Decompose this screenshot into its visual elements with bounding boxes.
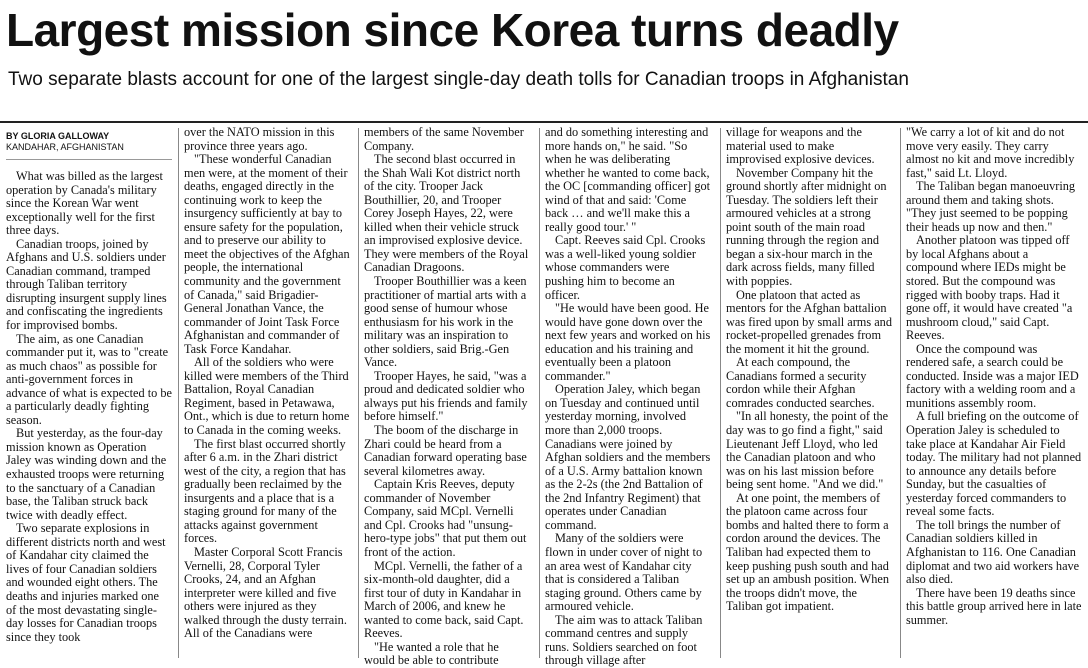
dateline: KANDAHAR, AFGHANISTAN (6, 142, 172, 160)
article-paragraph: "He would have been good. He would have gone down over the next few years and worked on his education and his training and eventually been a platoon commander." (545, 301, 711, 383)
article-paragraph: "These wonderful Canadian men were, at the moment of their deaths, engaged directly in the continuing work to keep the insurgency sufficiently at bay to ensure safety for the population, and to preserve our ability to meet the objectives of the Afghan people, the international community and the government of Canada," said Brigadier-General Jonathan Vance, the commander of Joint Task Force Afghanistan and commander of Task Force Kandahar. (184, 152, 350, 356)
article-paragraph: At each compound, the Canadians formed a security cordon while their Afghan comrades conducted searches. (726, 355, 875, 410)
article-paragraph: MCpl. Vernelli, the father of a six-month-old daughter, did a first tour of duty in Kandahar in March of 2006, and knew he wanted to come back, said Capt. Reeves. (364, 558, 524, 641)
article-column-1 (6, 126, 172, 658)
article-paragraph: Operation Jaley, which began on Tuesday and continued until yesterday morning, involved more than 2,000 troops. Canadians were joined by Afghan soldiers and the members of a U.S. Army battalion known as the 2-2s (the 2nd Battalion of the 2nd Infantry Regiment) that operates under Canadian command. (545, 382, 711, 532)
article-paragraph: Another platoon was tipped off by local Afghans about a compound where IEDs might be stored. But the compound was rigged with booby traps. Had it gone off, it would have created "a mushroom cloud," said Capt. Reeves. (906, 233, 1073, 343)
article-paragraph: A full briefing on the outcome of Operation Jaley is scheduled to take place at Kandahar Air Field today. The military had not planned to announce any details before Sunday, but the casualties of yesterday forced commanders to reveal some facts. (906, 409, 1082, 519)
article-column-3 (364, 125, 530, 668)
article-paragraph: The aim was to attack Taliban command centres and supply runs. Soldiers searched on foot through village after (545, 612, 703, 668)
article-paragraph: village for weapons and the material used to make improvised explosive devices. (726, 125, 875, 167)
article-paragraph: "He wanted a role that he would be able to contribute (364, 639, 499, 668)
article-paragraph: Many of the soldiers were flown in under cover of night to an area west of Kandahar city that is considered a Taliban staging ground. Others came by armoured vehicle. (545, 531, 703, 614)
article-paragraph: The toll brings the number of Canadian soldiers killed in Afghanistan to 116. One Canadian diplomat and two aid workers have also died. (906, 517, 1080, 587)
article-paragraph: Master Corporal Scott Francis Vernelli, 28, Corporal Tyler Crooks, 24, and an Afghan interpreter were killed and five others were injured as they walked through the dusty terrain. All of the Canadians were (184, 544, 347, 641)
article-paragraph: At one point, the members of the platoon came across four bombs and halted there to form a cordon around the devices. The Taliban had expected them to keep pushing push south and had set up an ambush position. When the troops didn't move, the Taliban got impatient. (726, 490, 890, 614)
article-paragraph: November Company hit the ground shortly after midnight on Tuesday. The soldiers left their armoured vehicles at a strong point south of the main road running through the region and began a six-hour march in the dark across fields, many filled with poppies. (726, 165, 887, 289)
column-divider (720, 128, 721, 658)
article-column-2 (184, 126, 350, 658)
article-paragraph: One platoon that acted as mentors for the Afghan battalion was fired upon by small arms and rocket-propelled grenades from the moment it hit the ground. (726, 287, 892, 356)
article-body (0, 125, 1088, 668)
article-paragraph: Captain Kris Reeves, deputy commander of November Company, said MCpl. Vernelli and Cpl. Crooks had "unsung-hero-type jobs" that put them out front of the action. (364, 477, 527, 559)
column-divider (539, 128, 540, 658)
article-column-6 (906, 126, 1082, 658)
article-paragraph: Trooper Hayes, he said, "was a proud and dedicated soldier who always put his friends and family before himself." (364, 368, 528, 424)
deck-subheadline: Two separate blasts account for one of the largest single-day death tolls for Canadian troops in Afghanistan (8, 69, 909, 90)
article-paragraph: Once the compound was rendered safe, a search could be conducted. Inside was a major IED factory with a welding room and a munitions assembly room. (906, 341, 1079, 410)
article-paragraph: Trooper Bouthillier was a keen practitioner of martial arts with a good sense of humour whose enthusiasm for his work in the military was an inspiration to other soldiers, said Brig.-Gen Vance. (364, 274, 527, 370)
article-paragraph: "In all honesty, the point of the day was to go find a fight," said Lieutenant Jeff Lloyd, who led the Canadian platoon and who was on his last mission before being sent home. "And we did." (726, 409, 889, 492)
article-paragraph: Capt. Reeves said Cpl. Crooks was a well-liked young soldier whose commanders were pushing him to become an officer. (545, 233, 706, 302)
article-paragraph: There have been 19 deaths since this battle group arrived here in late summer. (906, 585, 1082, 627)
article-paragraph: The second blast occurred in the Shah Wali Kot district north of the city. Trooper Jack Bouthillier, 20, and Trooper Corey Joseph Hayes, 22, were killed when their vehicle struck an improvised explosive device. They were members of the Royal Canadian Dragoons. (364, 152, 529, 275)
byline: BY GLORIA GALLOWAY (6, 131, 110, 141)
article-paragraph: What was billed as the largest operation by Canada's military since the Korean War went exceptionally well for the first three days. (6, 169, 163, 238)
article-paragraph: Canadian troops, joined by Afghans and U.S. soldiers under Canadian command, tramped through Taliban territory disrupting insurgent supply lines and confiscating the ingredients for improvised bombs. (6, 236, 167, 333)
article-column-5 (726, 126, 892, 658)
column-divider (900, 128, 901, 658)
article-paragraph: The aim, as one Canadian commander put it, was to "create as much chaos" as possible for anti-government forces in advance of what is expected to be a particularly deadly fighting season. (6, 331, 172, 427)
article-paragraph: "We carry a lot of kit and do not move very easily. They carry almost no kit and move incredibly fast," said Lt. Lloyd. (906, 125, 1075, 180)
article-paragraph: Two separate explosions in different districts north and west of Kandahar city claimed the lives of four Canadian soldiers and wounded eight others. The deaths and injuries marked one of the most devastating single-day losses for Canadian troops since they took (6, 521, 166, 644)
article-paragraph: All of the soldiers who were killed were members of the Third Battalion, Royal Canadian Regiment, based in Petawawa, Ont., which is due to return home to Canada in the coming weeks. (184, 355, 350, 438)
headline: Largest mission since Korea turns deadly (6, 4, 899, 56)
column-divider (178, 128, 179, 658)
article-paragraph: and do something interesting and more hands on," he said. "So when he was deliberating whether he wanted to come back, the OC [commanding officer] got wind of that and said: 'Come back … and we'll make this a really good tour.' " (545, 125, 711, 234)
header-rule (0, 121, 1088, 123)
article-column-4 (545, 125, 711, 668)
column-divider (358, 128, 359, 658)
article-paragraph: members of the same November Company. (364, 125, 524, 153)
article-paragraph: The boom of the discharge in Zhari could be heard from a Canadian forward operating base several kilometres away. (364, 423, 527, 478)
article-paragraph: But yesterday, as the four-day mission known as Operation Jaley was winding down and the exhausted troops were returning to the sanctuary of a Canadian base, the Taliban struck back twice with deadly effect. (6, 426, 167, 522)
article-paragraph: over the NATO mission in this province three years ago. (184, 125, 335, 153)
article-paragraph: The first blast occurred shortly after 6 a.m. in the Zhari district west of the city, a region that has gradually been reclaimed by the insurgents and a place that is a staging ground for many of the attacks against government forces. (184, 436, 346, 546)
article-paragraph: The Taliban began manoeuvring around them and taking shots. "They just seemed to be popping their heads up now and then." (906, 179, 1076, 234)
